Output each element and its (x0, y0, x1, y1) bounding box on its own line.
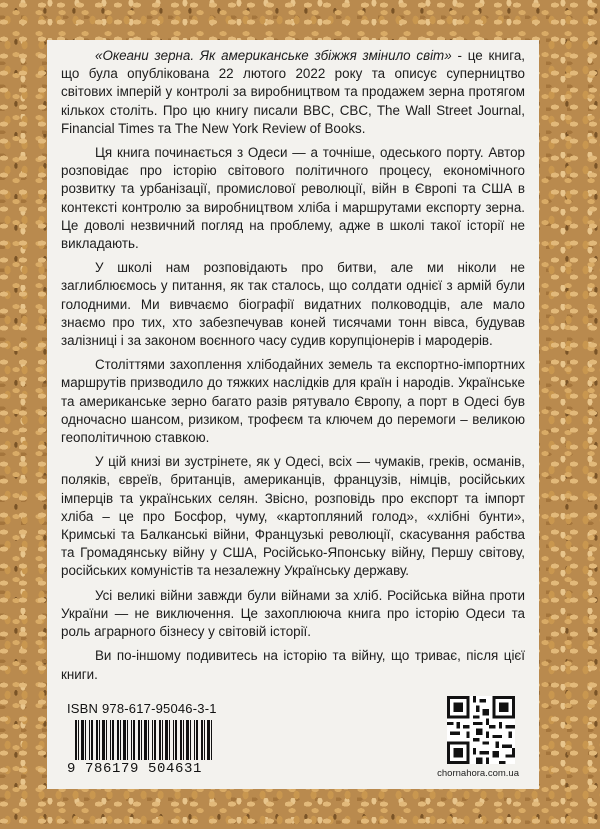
paragraph-4: Століттями захоплення хлібодайних земель та експортно-імпортних маршрутів призводило до тяжких наслідків для країн і народів. Українське та американське зерно багато разів рятувало Європу, а порт в Одесі був одночасно шансом, ризиком, трофеєм та ключем до перемоги – великою геополітичною ставкою. (61, 357, 525, 446)
isbn-label: ISBN 978-617-95046-3-1 (67, 701, 217, 716)
paragraph-5: У цій книзі ви зустрінете, як у Одесі, всіх — чумаків, греків, османів, поляків, євреїв, британців, американців, французів, німців, російських імперців та українських селян. Звісно, розповідь про експорт та імпорт хліба – це про Босфор, чуму, «картопляний голод», «хлібні бунти», Кримські та Балканські війни, Французькі революції, скасування рабства та Громадянську війну у США, Російсько-Японську війну, Першу світову, російських комуністів та незалежну Українську державу. (61, 454, 525, 579)
publisher-website[interactable]: chornahora.com.ua (437, 768, 519, 779)
publisher-footer (61, 695, 525, 785)
barcode-icon (75, 720, 213, 760)
paragraph-7: Ви по-іншому подивитесь на історію та війну, що триває, після цієї книги. (61, 648, 525, 682)
back-cover-text-panel (47, 40, 539, 789)
paragraph-1-text: - це книга, що була опублікована 22 лютого 2022 року та описує суперництво світових імперій у контролі за виробництвом та продажем зерна протягом кількох століть. Про цю книгу писали BBC, CBC, The Wall Street Journal, Financial Times та The New York Review of Books. (61, 48, 526, 136)
paragraph-3: У школі нам розповідають про битви, але ми ніколи не заглиблюємось у питання, як так сталось, що солдати однієї з армій були голодними. Ми вивчаємо біографії видатних полководців, але мало знаємо про тих, хто забезпечував коней тисячами тонн вівса, будував залізниці і за законом воєнного часу судив корупціонерів і мародерів. (61, 260, 525, 349)
paragraph-2: Ця книга починається з Одеси — а точніше, одеського порту. Автор розповідає про історію світового політичного процесу, економічного розвитку та урбанізації, промислової революції, війн в Європі та США в контексті контролю за виробництвом хліба і маршрутами експорту зерна. Це доволі незвичний погляд на проблему, адже в школі такої історії не викладають. (61, 145, 525, 252)
book-title: «Океани зерна. Як американське збіжжя змінило світ» (95, 48, 452, 63)
paragraph-1 (61, 47, 525, 138)
qr-code-icon[interactable] (447, 696, 515, 764)
paragraph-6: Усі великі війни завжди були війнами за хліб. Російська війна проти України — не виключення. Це захоплююча книга про історію Одеси та роль аграрного бізнесу у світовій історії. (61, 587, 525, 640)
barcode-digits: 9 786179 504631 (67, 761, 203, 777)
